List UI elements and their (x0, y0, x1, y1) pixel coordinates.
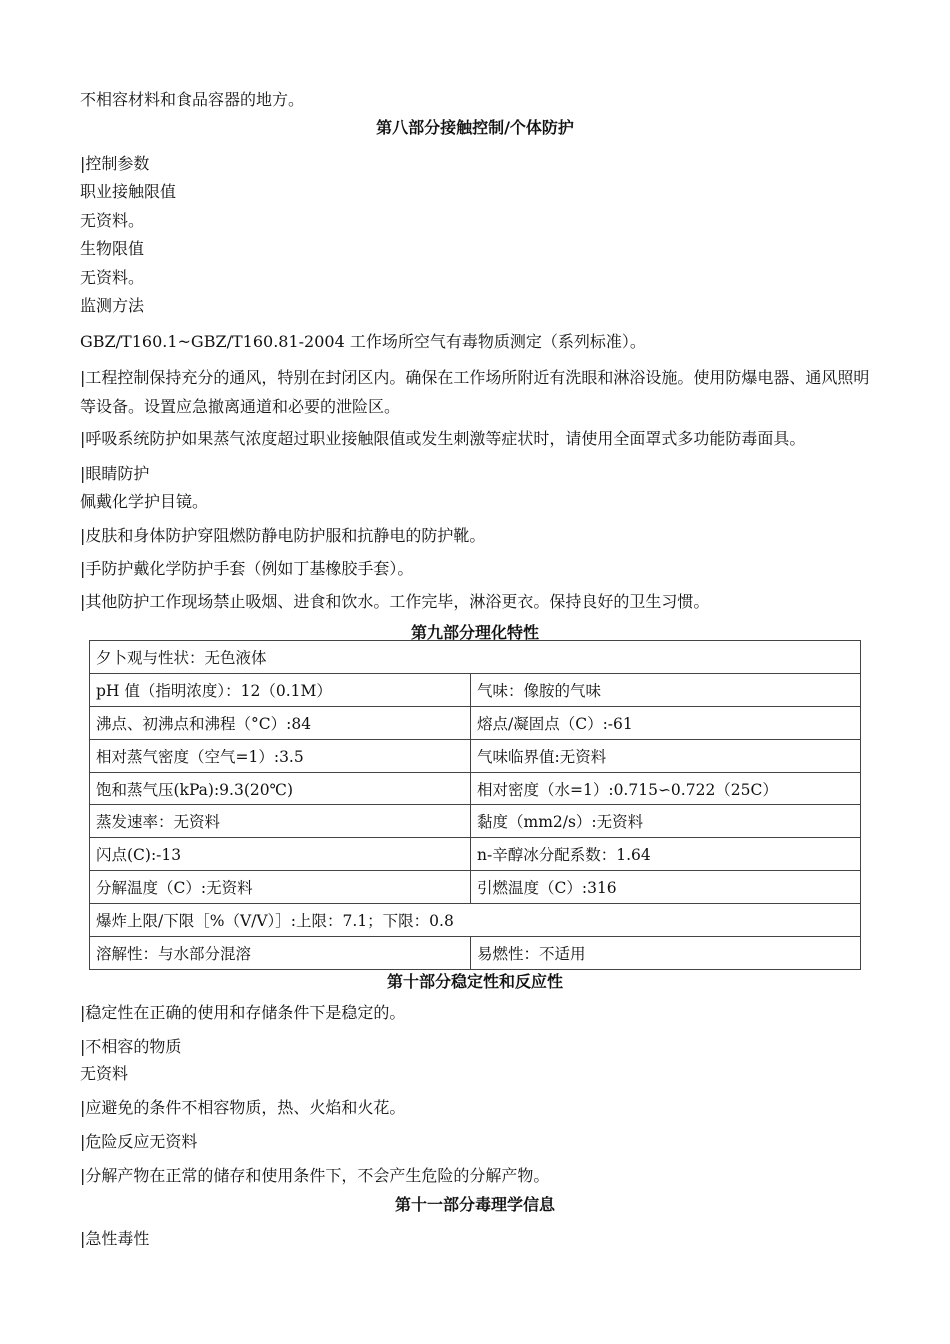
table-cell: 饱和蒸气压(kPa):9.3(20℃) (90, 772, 471, 805)
table-cell: 气味临界值:无资料 (471, 739, 861, 772)
table-cell: 气味：像胺的气味 (471, 673, 861, 706)
section9-heading: 第九部分理化特性 (410, 623, 539, 642)
eye-protection-value: 佩戴化学护目镜。 (80, 492, 209, 511)
table-cell: 易燃性：不适用 (471, 937, 861, 970)
hazardous-reaction-text: |危险反应无资料 (80, 1132, 198, 1151)
table-row (90, 871, 861, 904)
decomposition-text: |分解产物在正常的储存和使用条件下，不会产生危险的分解产物。 (80, 1166, 550, 1185)
table-cell: n-辛醇冰分配系数：1.64 (471, 838, 861, 871)
section11-heading: 第十一部分毒理学信息 (394, 1195, 555, 1214)
table-row (90, 706, 861, 739)
table-cell: 分解温度（C）:无资料 (90, 871, 471, 904)
eye-protection-label: |眼睛防护 (80, 464, 150, 483)
bio-limit-value: 无资料。 (80, 268, 145, 287)
table-row (90, 641, 861, 674)
table-cell: 闪点(C):-13 (90, 838, 471, 871)
acute-toxicity-label: |急性毒性 (80, 1229, 150, 1248)
table-cell: 爆炸上限/下限［%（V/V）］:上限：7.1；下限：0.8 (90, 904, 861, 937)
incompatible-label: |不相容的物质 (80, 1037, 182, 1056)
table-cell: 夕卜观与性状：无色液体 (90, 641, 861, 674)
table-cell: 黏度（mm2/s）:无资料 (471, 805, 861, 838)
table-cell: pH 值（指明浓度）：12（0.1M） (90, 673, 471, 706)
engineering-control-text: |工程控制保持充分的通风，特别在封闭区内。确保在工作场所附近有洗眼和淋浴设施。使用防爆电器、通风照明等设备。设置应急撤离通道和必要的泄险区。 (80, 368, 870, 416)
hand-protection-text: |手防护戴化学防护手套（例如丁基橡胶手套）。 (80, 559, 414, 578)
table-row (90, 673, 861, 706)
table-row (90, 772, 861, 805)
table-cell: 熔点/凝固点（C）:-61 (471, 706, 861, 739)
monitor-label: 监测方法 (80, 296, 145, 315)
table-row (90, 805, 861, 838)
monitor-value: GBZ/T160.1~GBZ/T160.81-2004 工作场所空气有毒物质测定（系列标准）。 (80, 332, 646, 351)
section8-heading: 第八部分接触控制/个体防护 (376, 118, 574, 137)
respiratory-protection-text: |呼吸系统防护如果蒸气浓度超过职业接触限值或发生刺激等症状时，请使用全面罩式多功能防毒面具。 (80, 429, 806, 448)
table-cell: 相对密度（水=1）:0.715∽0.722（25C） (471, 772, 861, 805)
table-cell: 引燃温度（C）:316 (471, 871, 861, 904)
table-row (90, 904, 861, 937)
table-row (90, 838, 861, 871)
table-cell: 相对蒸气密度（空气=1）:3.5 (90, 739, 471, 772)
table-row (90, 739, 861, 772)
section10-heading: 第十部分稳定性和反应性 (386, 972, 563, 991)
table-cell: 蒸发速率：无资料 (90, 805, 471, 838)
oel-value: 无资料。 (80, 211, 145, 230)
intro-tail-text: 不相容材料和食品容器的地方。 (80, 90, 305, 109)
table-cell: 溶解性：与水部分混溶 (90, 937, 471, 970)
avoid-conditions-text: |应避免的条件不相容物质，热、火焰和火花。 (80, 1098, 406, 1117)
bio-limit-label: 生物限值 (80, 239, 145, 258)
control-params-label: |控制参数 (80, 154, 150, 173)
incompatible-value: 无资料 (80, 1064, 129, 1083)
stability-text: |稳定性在正确的使用和存储条件下是稳定的。 (80, 1003, 406, 1022)
table-cell: 沸点、初沸点和沸程（°C）:84 (90, 706, 471, 739)
table-row (90, 937, 861, 970)
oel-label: 职业接触限值 (80, 182, 177, 201)
skin-protection-text: |皮肤和身体防护穿阻燃防静电防护服和抗静电的防护靴。 (80, 526, 486, 545)
other-protection-text: |其他防护工作现场禁止吸烟、进食和饮水。工作完毕，淋浴更衣。保持良好的卫生习惯。 (80, 592, 710, 611)
properties-table (89, 640, 861, 970)
